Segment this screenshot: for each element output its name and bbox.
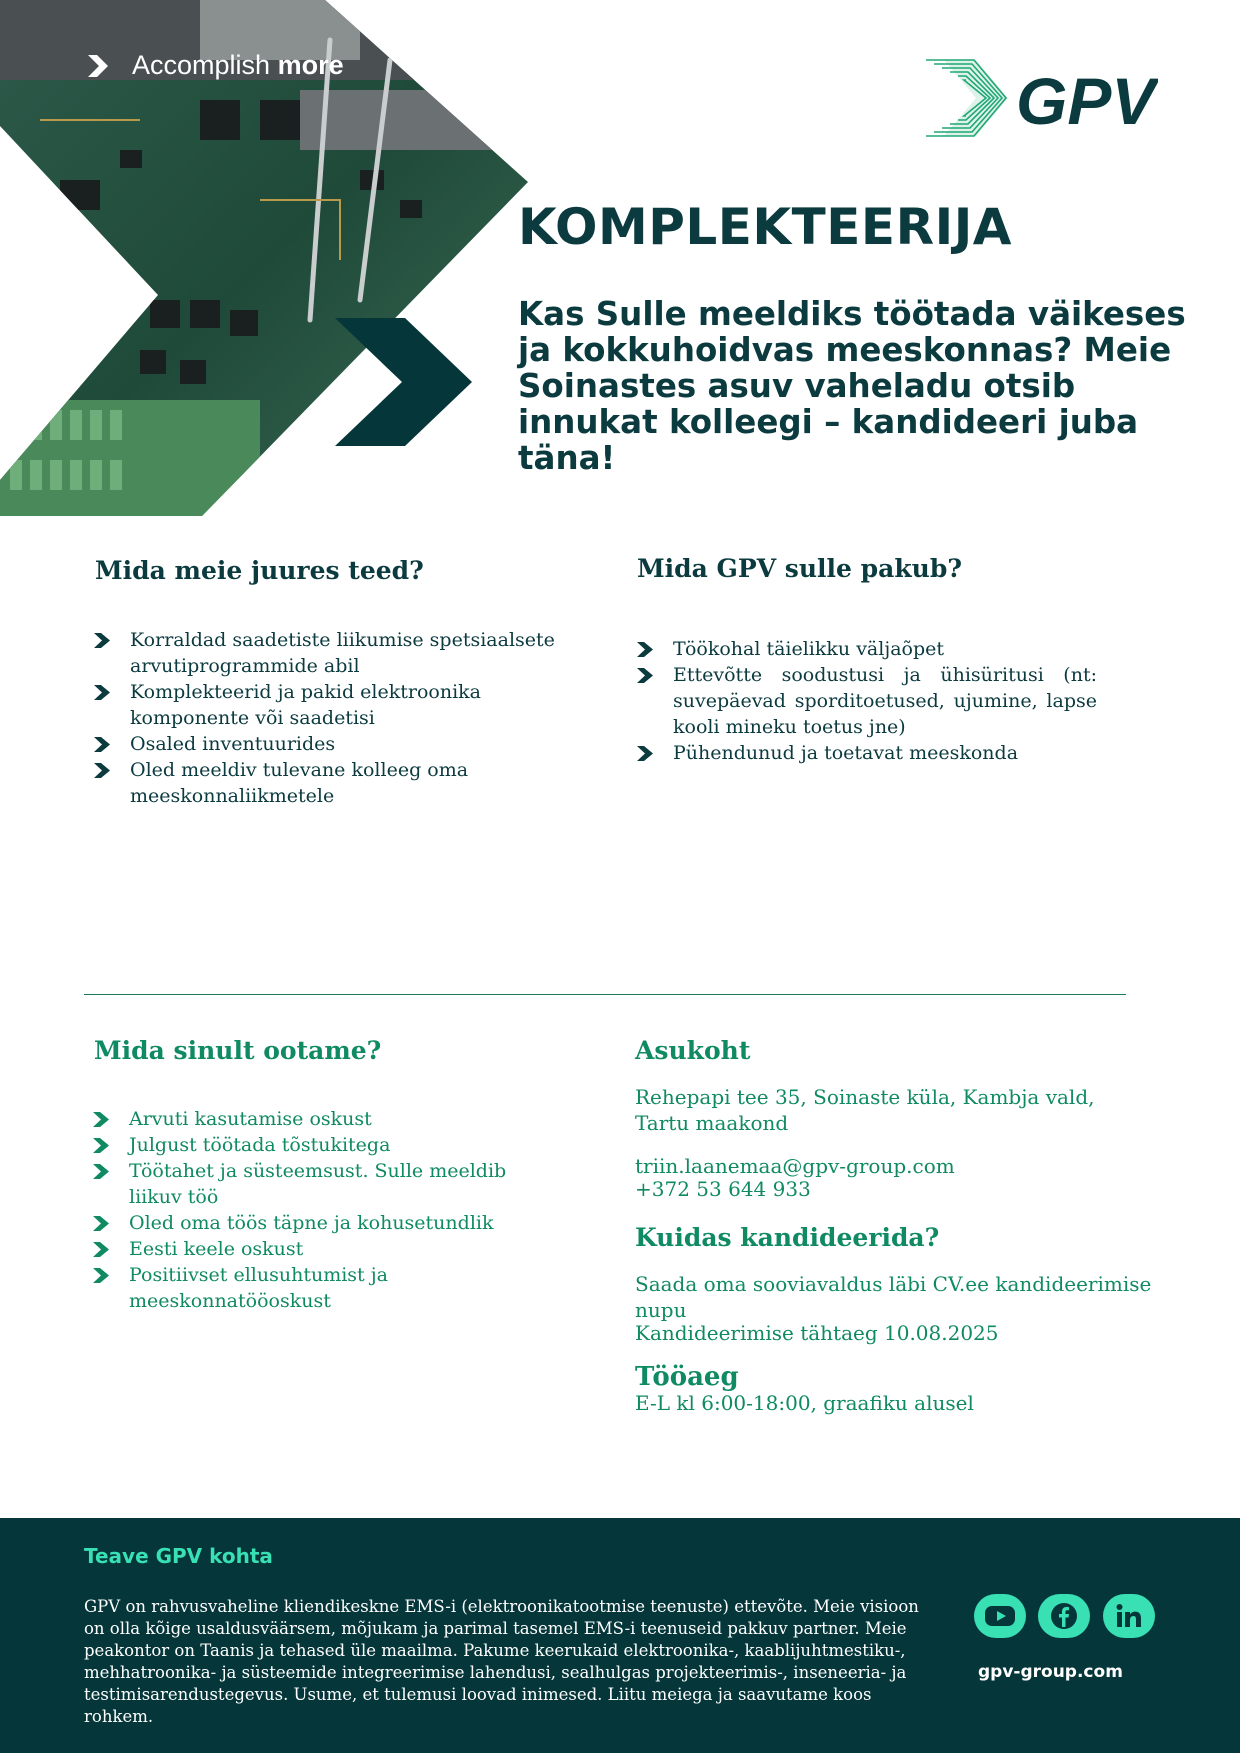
linkedin-icon	[1115, 1603, 1143, 1629]
footer	[0, 1518, 1240, 1753]
chevron-bullet-icon	[94, 685, 110, 700]
list-item: Positiivset ellusuhtumist ja meeskonnatööoskust	[91, 1262, 521, 1314]
list-item: Komplekteerid ja pakid elektroonika komponente või saadetisi	[92, 679, 602, 731]
tasks-list	[92, 627, 602, 809]
chevron-bullet-icon	[637, 746, 653, 761]
chevron-bullet-icon	[93, 1138, 109, 1153]
chevron-right-icon	[88, 55, 108, 77]
expect-list	[91, 1106, 521, 1314]
tagline	[88, 50, 344, 81]
list-item: Oled oma töös täpne ja kohusetundlik	[91, 1210, 521, 1236]
tagline-regular: Accomplish	[132, 50, 271, 80]
list-item: Ettevõtte soodustusi ja ühisüritusi (nt: suvepäevad sporditoetused, ujumine, lapse kooli mineku toetus jne)	[635, 662, 1097, 740]
footer-website-link[interactable]: gpv-group.com	[978, 1662, 1123, 1682]
list-item: Arvuti kasutamise oskust	[91, 1106, 521, 1132]
footer-heading: Teave GPV kohta	[84, 1544, 273, 1568]
tagline-bold: more	[277, 50, 344, 80]
chevron-bullet-icon	[93, 1242, 109, 1257]
intro-text: Kas Sulle meeldiks töötada väikeses ja kokkuhoidvas meeskonnas? Meie Soinastes asuv vaheladu otsib innukat kolleegi – kandideeri juba täna!	[518, 295, 1186, 477]
apply-heading: Kuidas kandideerida?	[635, 1223, 940, 1252]
hours-heading: Tööaeg	[635, 1362, 739, 1392]
logo-text: GPV	[1016, 64, 1156, 138]
location-address: Rehepapi tee 35, Soinaste küla, Kambja vald, Tartu maakond	[635, 1085, 1095, 1135]
gpv-logo	[926, 58, 1158, 138]
location-heading: Asukoht	[635, 1036, 751, 1065]
chevron-bullet-icon	[94, 737, 110, 752]
chevron-bullet-icon	[93, 1268, 109, 1283]
chevron-bullet-icon	[94, 633, 110, 648]
apply-deadline: Kandideerimise tähtaeg 10.08.2025	[635, 1321, 999, 1345]
footer-text: GPV on rahvusvaheline kliendikeskne EMS-i (elektroonikatootmise teenuste) ettevõte. Meie visioon on olla kõige usaldusväärsem, mõjukam ja parimal tasemel EMS-i teenuseid pakkuv partner. Meie peakontor on Taanis ja tehased üle maailma. Pakume keerukaid elektroonika-, kaablijuhtmestiku-, mehhatroonika- ja süsteemide integreerimise lahendusi, sealhulgas projekteerimis-, inseneeria- ja testimisarendustegevus. Usume, et tulemusi loovad inimesed. Liitu meiega ja saavutame koos rohkem.	[84, 1597, 919, 1726]
list-item: Eesti keele oskust	[91, 1236, 521, 1262]
job-title: KOMPLEKTEERIJA	[518, 198, 1012, 256]
chevron-bullet-icon	[94, 763, 110, 778]
section-divider	[84, 994, 1126, 995]
list-item: Korraldad saadetiste liikumise spetsiaalsete arvutiprogrammide abil	[92, 627, 602, 679]
tasks-heading: Mida meie juures teed?	[95, 556, 424, 585]
offers-heading: Mida GPV sulle pakub?	[637, 554, 962, 583]
offers-list	[635, 636, 1097, 766]
facebook-button[interactable]	[1038, 1594, 1090, 1638]
chevron-bullet-icon	[93, 1112, 109, 1127]
chevron-bullet-icon	[93, 1216, 109, 1231]
youtube-button[interactable]	[974, 1594, 1026, 1638]
youtube-icon	[984, 1604, 1016, 1628]
contact-email[interactable]: triin.laanemaa@gpv-group.com	[635, 1154, 955, 1178]
chevron-bullet-icon	[93, 1164, 109, 1179]
list-item: Töötahet ja süsteemsust. Sulle meeldib liikuv töö	[91, 1158, 521, 1210]
chevron-bullet-icon	[637, 642, 653, 657]
list-item: Töökohal täielikku väljaõpet	[635, 636, 1097, 662]
apply-instructions: Saada oma sooviavaldus läbi CV.ee kandideerimise nupu	[635, 1272, 1152, 1322]
list-item: Oled meeldiv tulevane kolleeg oma meeskonnaliikmetele	[92, 757, 602, 809]
list-item: Osaled inventuurides	[92, 731, 602, 757]
hours-text: E-L kl 6:00-18:00, graafiku alusel	[635, 1391, 974, 1415]
chevron-bullet-icon	[637, 668, 653, 683]
contact-phone[interactable]: +372 53 644 933	[635, 1177, 811, 1201]
linkedin-button[interactable]	[1103, 1594, 1155, 1638]
facebook-icon	[1050, 1602, 1078, 1630]
expect-heading: Mida sinult ootame?	[94, 1036, 382, 1065]
hero-chevron-shape	[335, 318, 472, 446]
list-item: Pühendunud ja toetavat meeskonda	[635, 740, 1097, 766]
list-item: Julgust töötada tõstukitega	[91, 1132, 521, 1158]
